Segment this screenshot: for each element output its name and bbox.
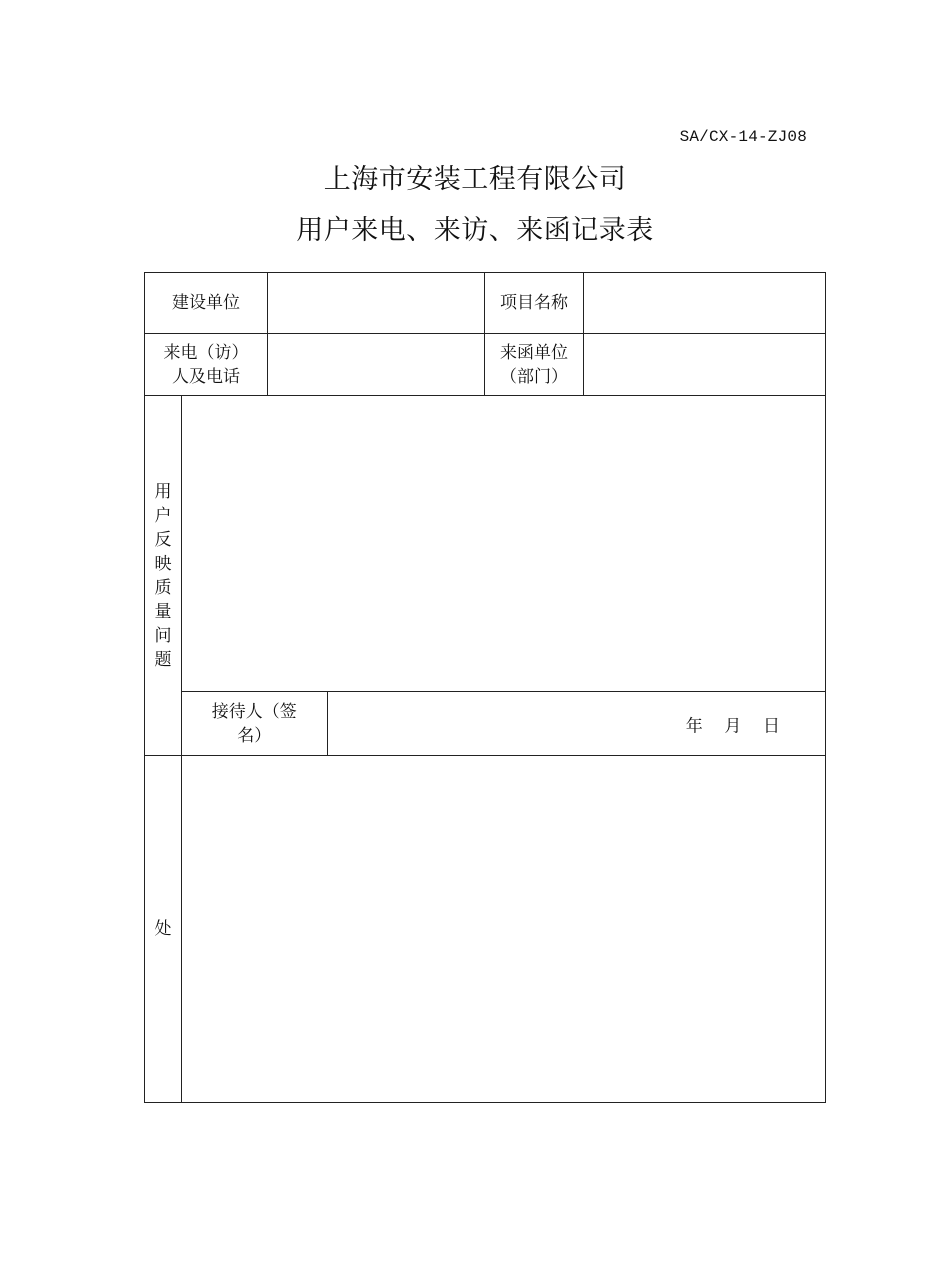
handling-section-label: 处 xyxy=(145,756,182,1103)
handling-content-field[interactable] xyxy=(182,756,826,1103)
document-code: SA/CX-14-ZJ08 xyxy=(679,128,807,146)
row-issue xyxy=(145,396,826,692)
row-handling xyxy=(145,756,826,1103)
caller-field[interactable] xyxy=(268,334,485,396)
caller-label: 来电（访） 人及电话 xyxy=(145,334,268,396)
project-name-label: 项目名称 xyxy=(485,273,584,334)
issue-content-field[interactable] xyxy=(182,396,826,692)
company-name: 上海市安装工程有限公司 xyxy=(323,164,627,195)
form-title: 用户来电、来访、来函记录表 xyxy=(296,215,654,246)
project-name-field[interactable] xyxy=(584,273,826,334)
row-construction-unit xyxy=(145,273,826,334)
letter-unit-label: 来函单位 （部门） xyxy=(485,334,584,396)
record-form-table xyxy=(144,272,826,1103)
letter-unit-field[interactable] xyxy=(584,334,826,396)
receiver-label: 接待人（签 名） xyxy=(182,692,327,755)
date-label: 年 月 日 xyxy=(685,716,780,736)
issue-section-label: 用户反映质量问题 xyxy=(145,396,182,756)
receiver-signature-field[interactable] xyxy=(327,692,825,755)
row-caller-info xyxy=(145,334,826,396)
construction-unit-field[interactable] xyxy=(268,273,485,334)
row-receiver xyxy=(145,692,826,756)
construction-unit-label: 建设单位 xyxy=(145,273,268,334)
